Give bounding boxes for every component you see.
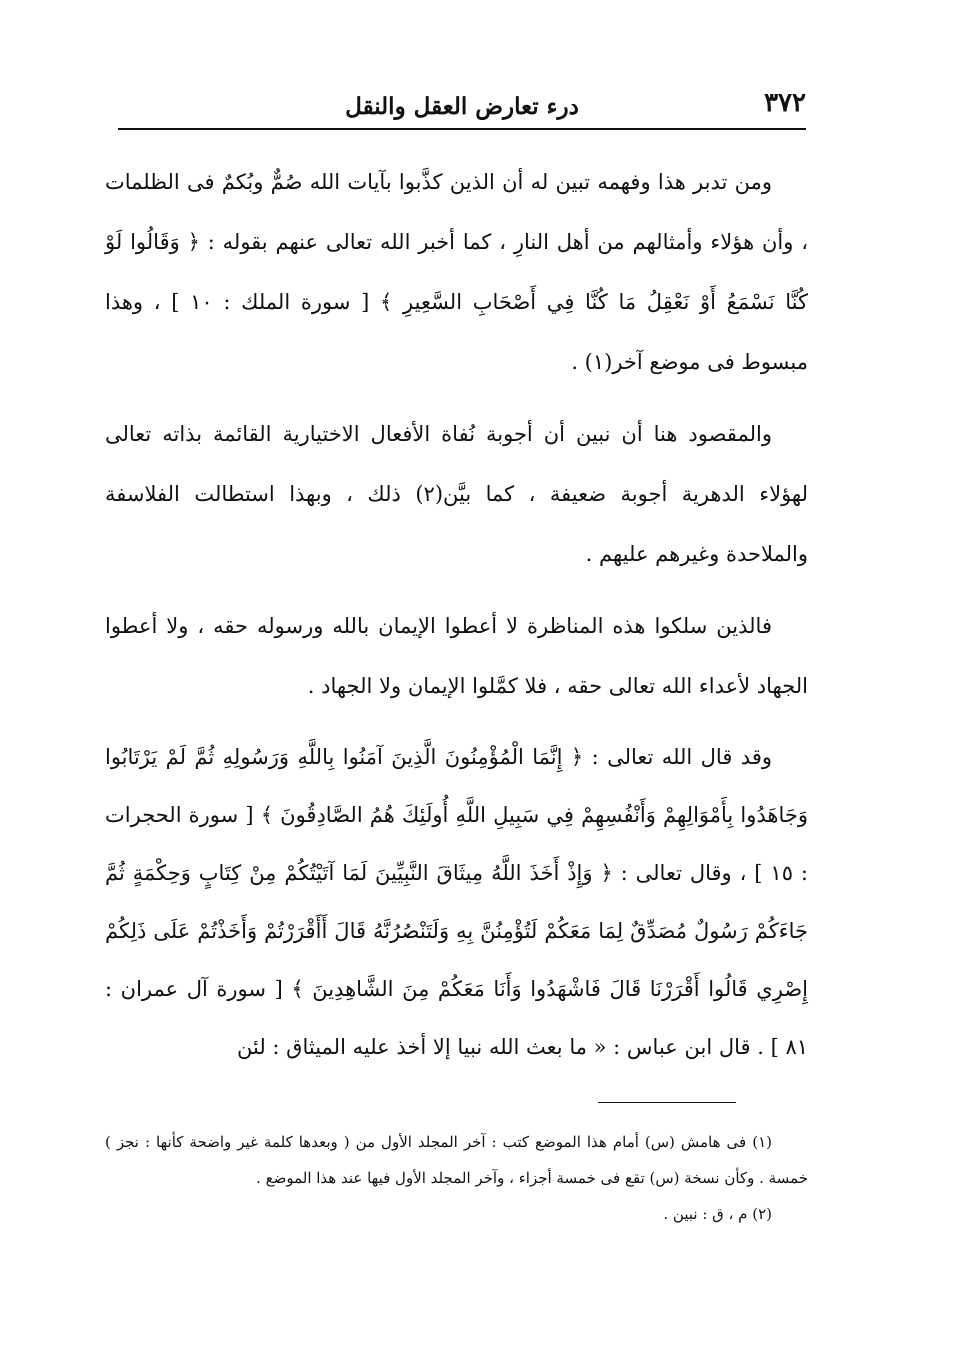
paragraph-3: فالذين سلكوا هذه المناظرة لا أعطوا الإيمان بالله ورسوله حقه ، ولا أعطوا الجهاد لأعداء الله تعالى حقه ، فلا كمَّلوا الإيمان ولا الجهاد . (105, 614, 808, 698)
footnotes (105, 1124, 808, 1232)
paragraph-4: وقد قال الله تعالى : ﴿ إِنَّمَا الْمُؤْمِنُونَ الَّذِينَ آمَنُوا بِاللَّهِ وَرَسُولِهِ ثُمَّ لَمْ يَرْتَابُوا وَجَاهَدُوا بِأَمْوَالِهِمْ وَأَنْفُسِهِمْ فِي سَبِيلِ اللَّهِ أُولَئِكَ هُمُ الصَّادِقُونَ ﴾ [ سورة الحجرات : ١٥ ] ، وقال تعالى : ﴿ وَإِذْ أَخَذَ اللَّهُ مِيثَاقَ النَّبِيِّينَ لَمَا آتَيْتُكُمْ مِنْ كِتَابٍ وَحِكْمَةٍ ثُمَّ جَاءَكُمْ رَسُولٌ مُصَدِّقٌ لِمَا مَعَكُمْ لَتُؤْمِنُنَّ بِهِ وَلَتَنْصُرُنَّهُ قَالَ أَأَقْرَرْتُمْ وَأَخَذْتُمْ عَلَى ذَلِكُمْ إِصْرِي قَالُوا أَقْرَرْنَا قَالَ فَاشْهَدُوا وَأَنَا مَعَكُمْ مِنَ الشَّاهِدِينَ ﴾ [ سورة آل عمران : ٨١ ] . قال ابن عباس : « ما بعث الله نبيا إلا أخذ عليه الميثاق : لئن (105, 745, 808, 1059)
footnote-separator (598, 1102, 736, 1103)
main-text (105, 152, 808, 1088)
running-title: درء تعارض العقل والنقل (345, 92, 579, 120)
footnote-2: (٢) م ، ق : نبين . (663, 1205, 772, 1223)
paragraph-2: والمقصود هنا أن نبين أن أجوبة نُفاة الأفعال الاختيارية القائمة بذاته تعالى لهؤلاء الدهرية أجوبة ضعيفة ، كما بيَّن(٢) ذلك ، وبهذا استطالت الفلاسفة والملاحدة وغيرهم عليهم . (105, 422, 808, 566)
paragraph-1: ومن تدبر هذا وفهمه تبين له أن الذين كذَّبوا بآيات الله صُمٌّ وبُكمٌ فى الظلمات ، وأن هؤلاء وأمثالهم من أهل النارِ ، كما أخبر الله تعالى عنهم بقوله : ﴿ وَقَالُوا لَوْ كُنَّا نَسْمَعُ أَوْ نَعْقِلُ مَا كُنَّا فِي أَصْحَابِ السَّعِيرِ ﴾ [ سورة الملك : ١٠ ] ، وهذا مبسوط فى موضع آخر(١) . (105, 170, 808, 374)
page-header (118, 84, 806, 130)
page-number: ٣٧٢ (764, 88, 806, 118)
footnote-1: (١) فى هامش (س) أمام هذا الموضع كتب : آخر المجلد الأول من ( وبعدها كلمة غير واضحة كأنها : نجز ) خمسة . وكأن نسخة (س) تقع فى خمسة أجزاء ، وآخر المجلد الأول فيها عند هذا الموضع . (105, 1133, 808, 1187)
